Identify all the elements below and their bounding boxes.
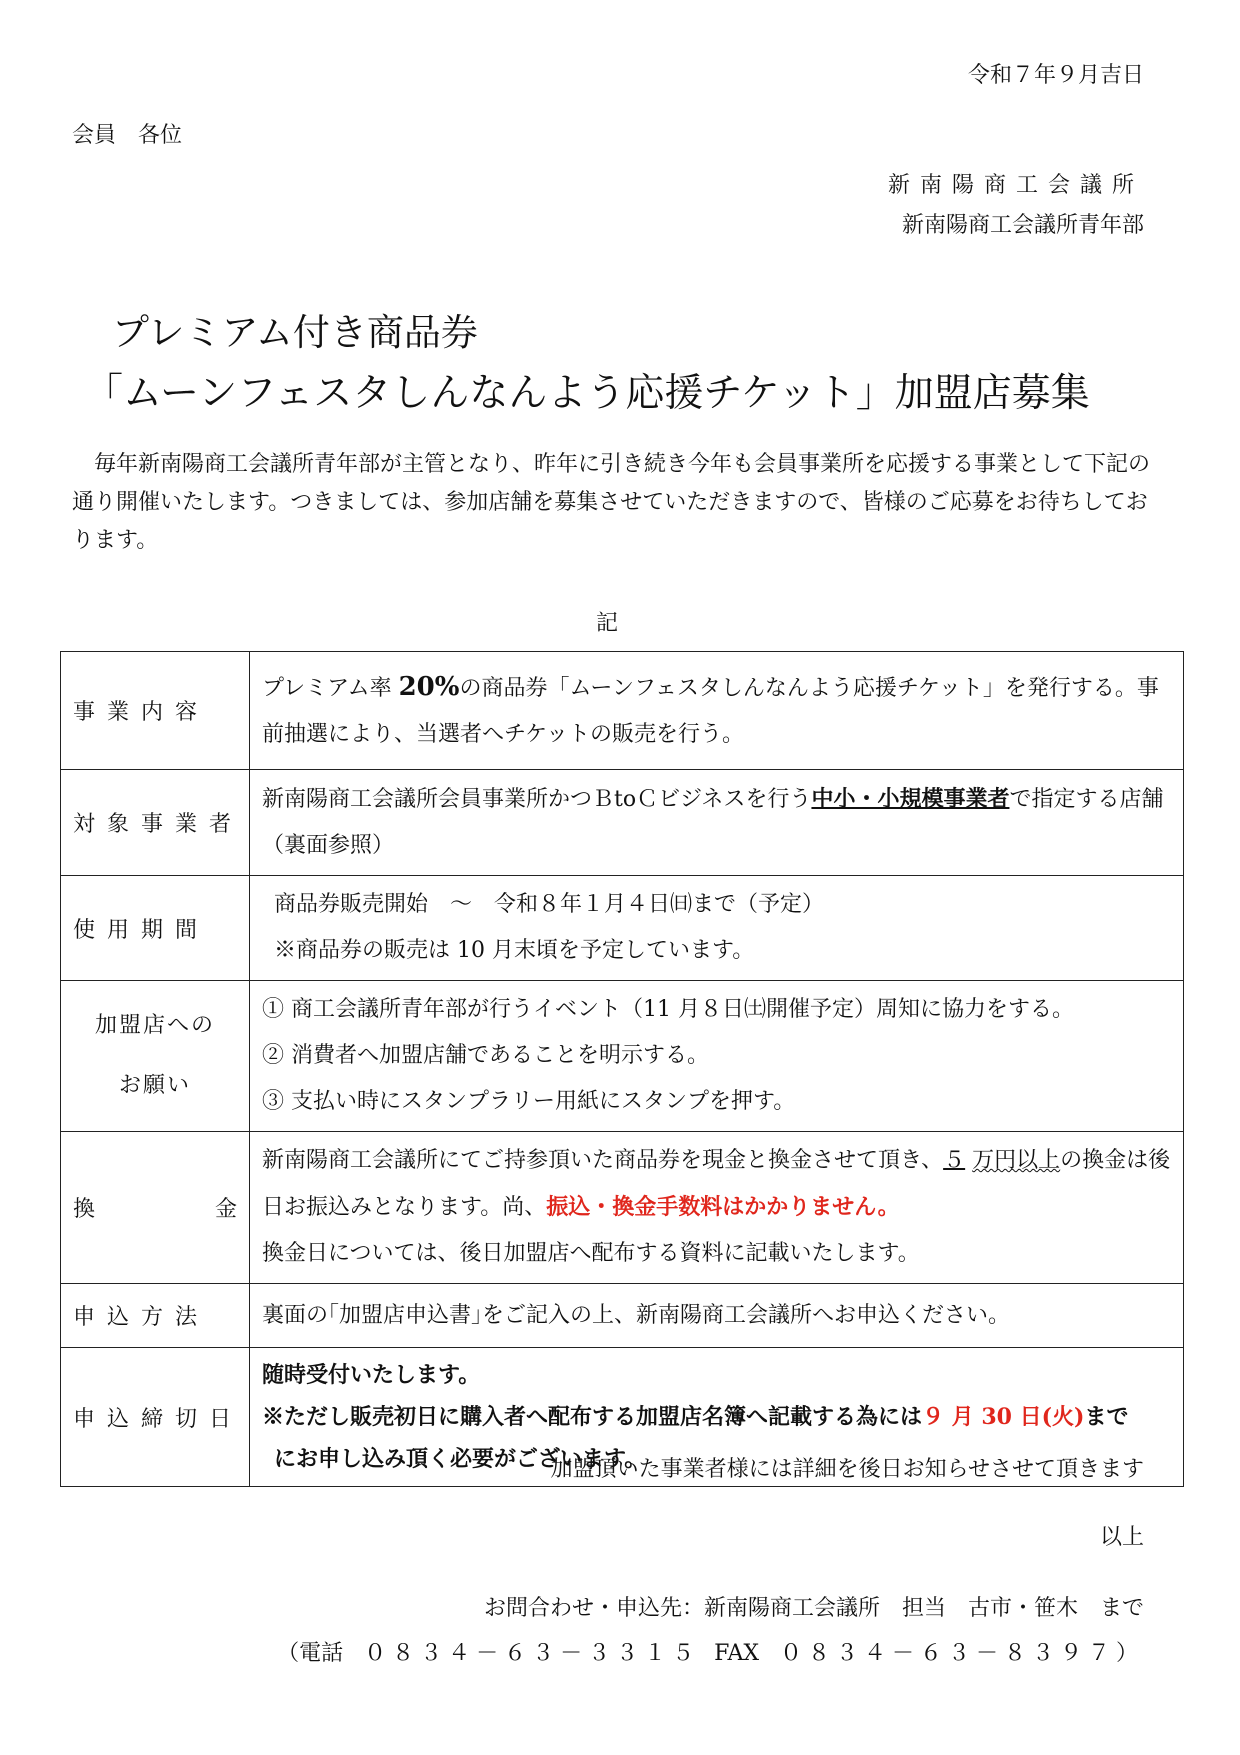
business-text-a: プレミアム率 [262,675,392,701]
target-text-b: で指定する店舗（裏面参照） [262,787,1164,858]
table-row [61,981,1184,1132]
target-emphasis: 中小・小規模事業者 [811,786,1010,812]
row-label-target: 対象事業者 [61,770,250,876]
document-date: 令和７年９月吉日 [967,63,1144,88]
row-value-method: 裏面の｢加盟店申込書｣をご記入の上、新南陽商工会議所へお申込ください。 [250,1284,1184,1348]
exchange-label-left: 換 [73,1197,96,1222]
request-item-2: ② 消費者へ加盟店舗であることを明示する。 [262,1043,709,1068]
premium-rate: 20% [398,671,460,702]
deadline-line-1: 随時受付いたします。 [262,1362,481,1388]
deadline-text-a: ※ただし販売初日に購入者へ配布する加盟店名簿へ記載する為には [262,1404,923,1430]
table-row [61,770,1184,876]
row-value-target [250,770,1184,876]
table-row [61,876,1184,981]
row-value-period [250,876,1184,981]
exchange-text-a: 新南陽商工会議所にてご持参頂いた商品券を現金と換金させて頂き、 [262,1148,944,1173]
fax-label: FAX [714,1641,759,1666]
exchange-amount-number: ５ [943,1148,966,1173]
table-row [61,652,1184,770]
period-line-1: 商品券販売開始 ～ 令和８年１月４日㈰まで（予定） [274,892,825,917]
row-label-exchange [61,1132,250,1284]
phone-label: （電話 [277,1641,344,1666]
exchange-label [73,1192,249,1223]
intro-text: 毎年新南陽商工会議所青年部が主管となり、昨年に引き続き今年も会員事業所を応援する事業として下記の通り開催いたします。つきましては、参加店舗を募集させていただきますので、皆様のご応募をお待ちしております。 [72,452,1151,553]
details-table [60,651,1184,1487]
exchange-line-3: 換金日については、後日加盟店へ配布する資料に記載いたします。 [262,1241,920,1266]
row-value-business [250,652,1184,770]
fax-number: ０８３４－６３－８３９７） [779,1641,1144,1666]
row-label-method: 申込方法 [61,1284,250,1348]
phone-number: ０８３４－６３－３３１５ [364,1641,701,1666]
deadline-line-2 [262,1396,1175,1438]
sender-organization: 新南陽商工会議所 [887,173,1144,198]
contact-line-1: お問合わせ・申込先：新南陽商工会議所 担当 古市・笹木 まで [483,1596,1144,1621]
request-label-line-2: お願い [118,1073,191,1098]
row-label-request [61,981,250,1132]
deadline-date: ９ 月 30 日(火) [922,1404,1085,1430]
title-line-2: 「ムーンフェスタしんなんよう応援チケット」加盟店募集 [84,371,1090,416]
exchange-no-fee: 振込・換金手数料はかかりません。 [546,1194,900,1220]
footnote: 加盟頂いた事業者様には詳細を後日お知らせさせて頂きます [550,1457,1144,1482]
row-label-deadline: 申込締切日 [61,1348,250,1487]
row-label-business: 事業内容 [61,652,250,770]
ki-heading: 記 [596,611,619,636]
contact-line-2 [277,1636,1144,1667]
target-text-a: 新南陽商工会議所会員事業所かつＢtoＣビジネスを行う [262,787,812,812]
exchange-text-b: の換金は後日お振込みとなります。尚、 [262,1148,1171,1220]
request-item-3: ③ 支払い時にスタンプラリー用紙にスタンプを押す。 [262,1089,796,1114]
recipient: 会員 各位 [72,123,183,148]
request-item-1: ① 商工会議所青年部が行うイベント（11 月８日㈯開催予定）周知に協力をする。 [262,997,1074,1022]
table-row [61,1284,1184,1348]
business-text-b: の商品券「ムーンフェスタしんなんよう応援チケット」を発行する。事前抽選により、当選者へチケットの販売を行う。 [262,675,1159,747]
row-value-request [250,981,1184,1132]
deadline-line-3: にお申し込み頂く必要がございます。 [274,1446,647,1472]
exchange-label-right: 金 [214,1197,237,1222]
title-line-1: プレミアム付き商品券 [112,311,478,354]
period-line-2: ※商品券の販売は 10 月末頃を予定しています。 [274,938,755,963]
sender-department: 新南陽商工会議所青年部 [901,213,1144,238]
row-label-period: 使用期間 [61,876,250,981]
exchange-amount-text: 万円以上 [972,1148,1061,1173]
deadline-text-b: まで [1084,1404,1129,1430]
row-value-exchange [250,1132,1184,1284]
table-row [61,1132,1184,1284]
request-label-line-1: 加盟店への [94,1013,215,1038]
closing-ijou: 以上 [1099,1525,1144,1550]
intro-paragraph [72,446,1152,560]
